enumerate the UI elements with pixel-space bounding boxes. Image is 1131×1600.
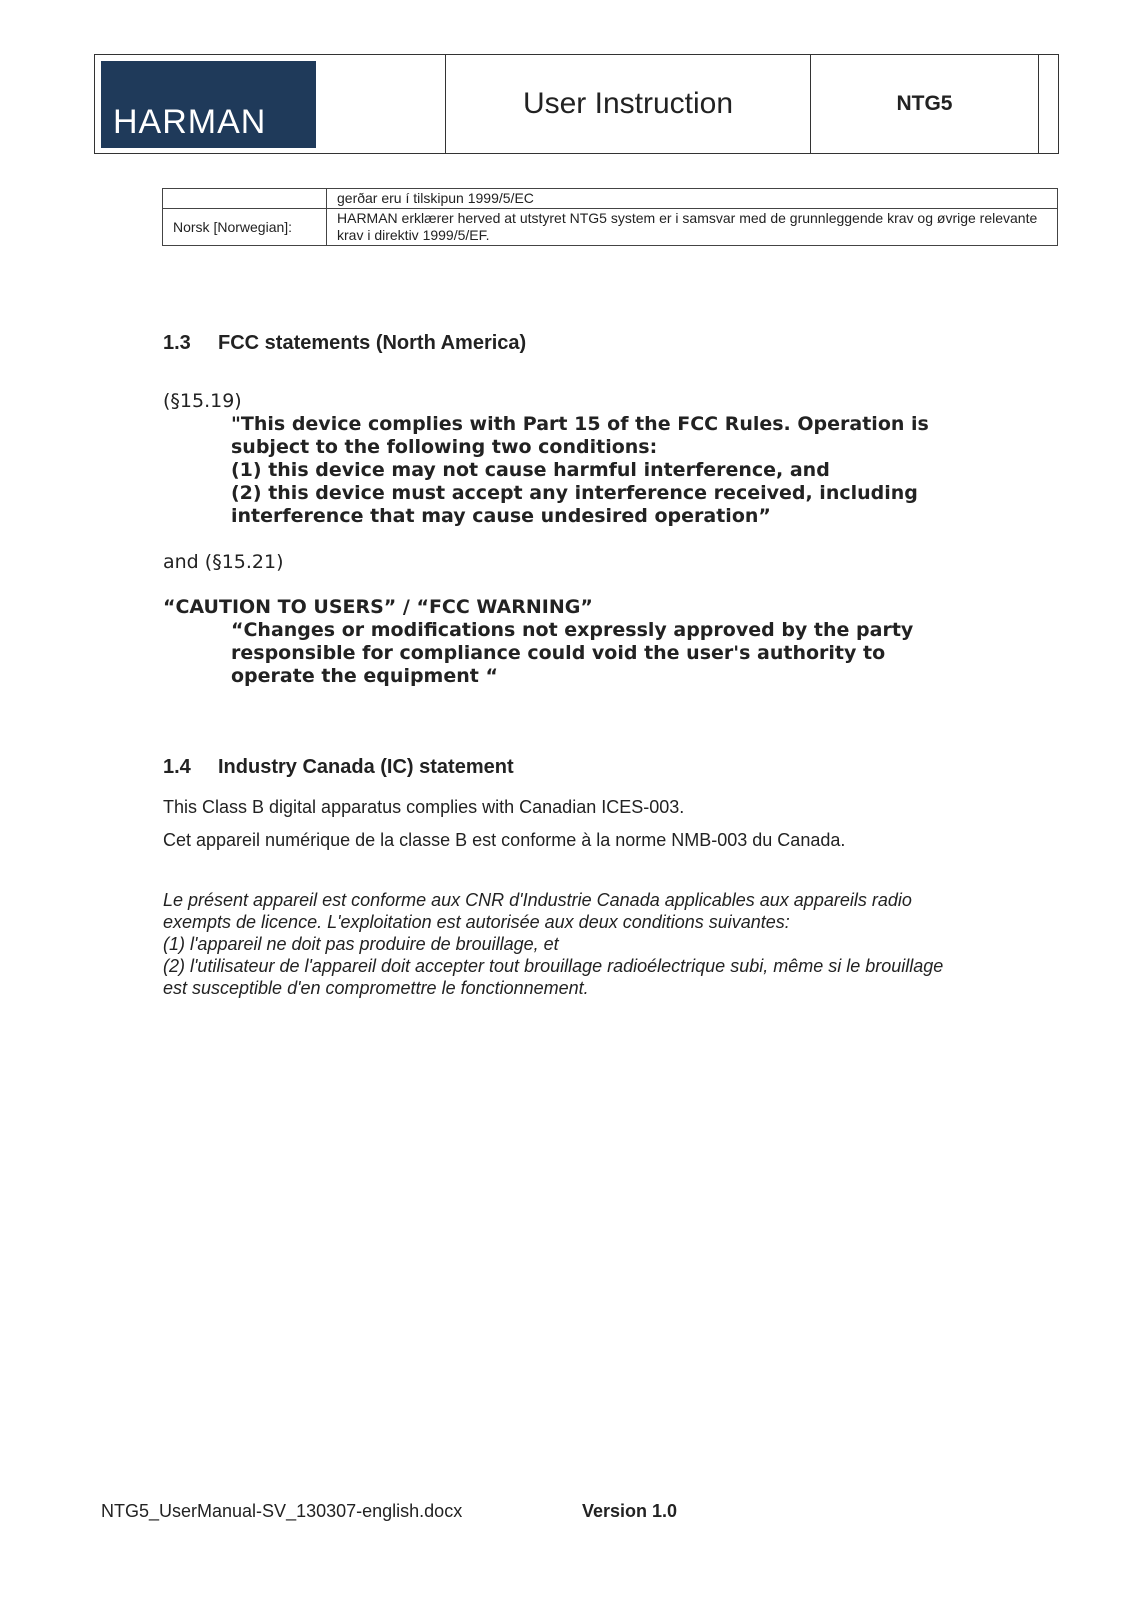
table-row bbox=[163, 209, 1058, 246]
italic-line: Le présent appareil est conforme aux CNR d'Industrie Canada applicables aux appareils radio bbox=[163, 890, 912, 910]
ic-paragraph-english: This Class B digital apparatus complies with Canadian ICES-003. bbox=[163, 797, 685, 817]
italic-line: est susceptible d'en compromettre le fonctionnement. bbox=[163, 978, 589, 998]
document-title: User Instruction bbox=[446, 55, 811, 153]
quote-line: operate the equipment “ bbox=[231, 665, 498, 687]
section-title: Industry Canada (IC) statement bbox=[218, 756, 514, 778]
page-header bbox=[94, 54, 1059, 154]
table-row bbox=[163, 189, 1058, 209]
ic-paragraph-french: Cet appareil numérique de la classe B est conforme à la norme NMB-003 du Canada. bbox=[163, 830, 846, 850]
section-heading-fcc bbox=[163, 332, 526, 355]
ic-french-conditions bbox=[163, 889, 943, 999]
logo-cell bbox=[95, 55, 446, 153]
fcc-reference-15-19: (§15.19) bbox=[163, 390, 242, 412]
harman-logo bbox=[101, 61, 316, 148]
section-heading-ic bbox=[163, 756, 514, 779]
fcc-warning-quote bbox=[231, 619, 913, 688]
logo-text: HARMAN bbox=[113, 103, 267, 141]
fcc-compliance-quote bbox=[231, 413, 929, 528]
fcc-reference-15-21: and (§15.21) bbox=[163, 551, 284, 573]
italic-line: (1) l'appareil ne doit pas produire de brouillage, et bbox=[163, 934, 559, 954]
quote-line: (2) this device must accept any interference received, including bbox=[231, 482, 918, 504]
quote-line: responsible for compliance could void the user's authority to bbox=[231, 642, 886, 664]
italic-line: exempts de licence. L'exploitation est autorisée aux deux conditions suivantes: bbox=[163, 912, 790, 932]
section-number: 1.3 bbox=[163, 332, 191, 354]
quote-line: interference that may cause undesired operation” bbox=[231, 505, 771, 527]
declaration-cell: HARMAN erklærer herved at utstyret NTG5 system er i samsvar med de grunnleggende krav og øvrige relevante krav i direktiv 1999/5/EF. bbox=[327, 209, 1058, 246]
language-cell: Norsk [Norwegian]: bbox=[163, 209, 327, 246]
italic-line: (2) l'utilisateur de l'appareil doit accepter tout brouillage radioélectrique subi, même si le brouillage bbox=[163, 956, 944, 976]
product-code: NTG5 bbox=[811, 55, 1039, 153]
language-cell bbox=[163, 189, 327, 209]
declaration-table bbox=[162, 188, 1058, 246]
quote-line: (1) this device may not cause harmful interference, and bbox=[231, 459, 830, 481]
declaration-cell: gerðar eru í tilskipun 1999/5/EC bbox=[327, 189, 1058, 209]
section-number: 1.4 bbox=[163, 756, 191, 778]
footer-filename: NTG5_UserManual-SV_130307-english.docx bbox=[101, 1501, 463, 1521]
quote-line: "This device complies with Part 15 of the FCC Rules. Operation is bbox=[231, 413, 929, 435]
quote-line: subject to the following two conditions: bbox=[231, 436, 658, 458]
footer-version: Version 1.0 bbox=[582, 1501, 678, 1521]
section-title: FCC statements (North America) bbox=[218, 332, 527, 354]
quote-line: “Changes or modifications not expressly approved by the party bbox=[231, 619, 914, 641]
fcc-caution-heading: “CAUTION TO USERS” / “FCC WARNING” bbox=[163, 596, 593, 618]
